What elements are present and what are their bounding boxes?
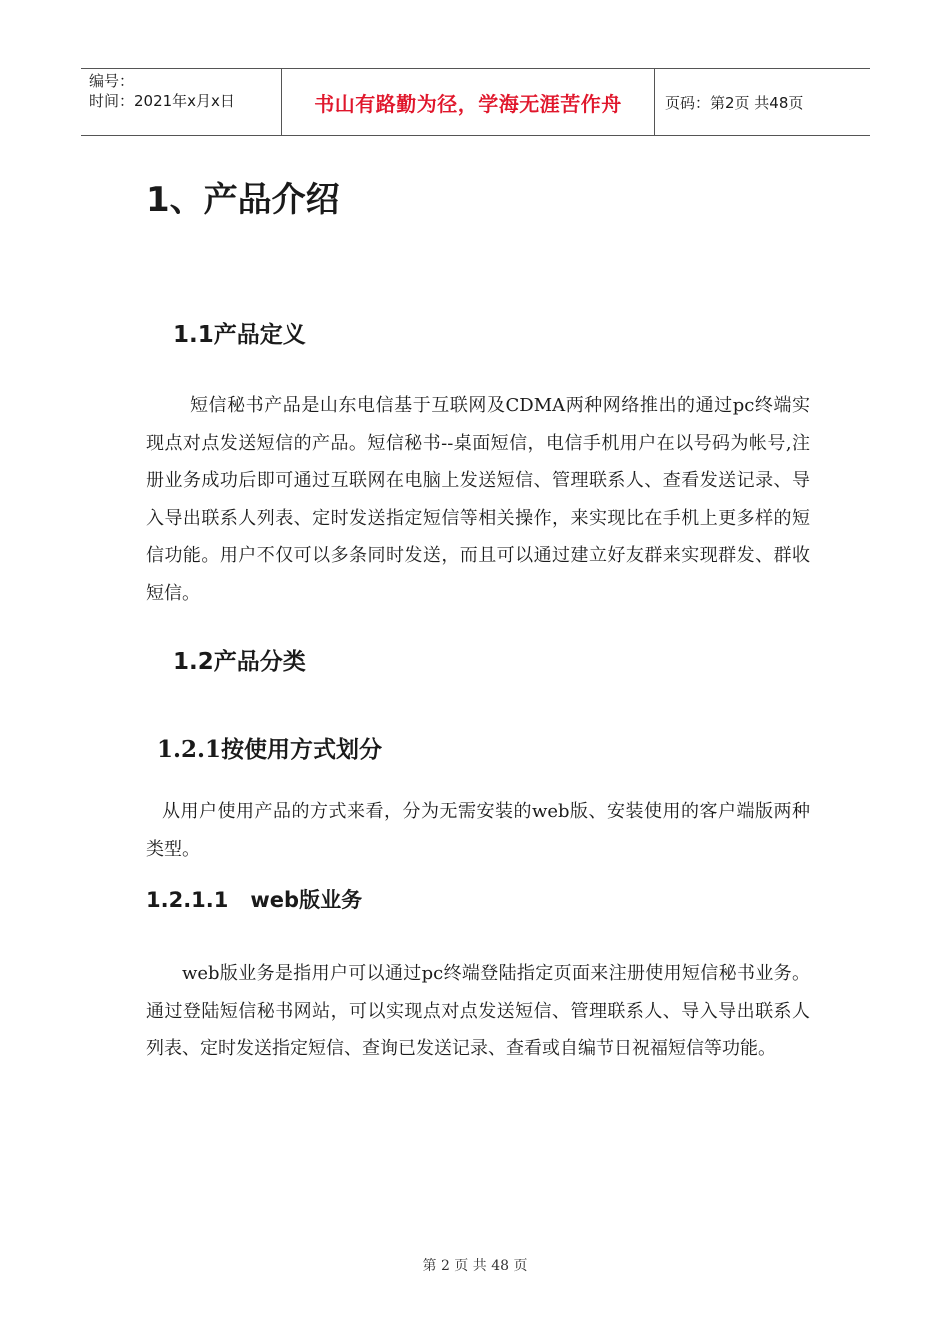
section-1-2-1-title: 1.2.1按使用方式划分 [157, 736, 383, 763]
header-page-info: 页码：第2页 共48页 [665, 93, 804, 112]
section-1-2-1-1-number: 1.2.1.1 [146, 888, 229, 912]
section-1-1-title: 1.1产品定义 [173, 322, 306, 348]
section-1-2-1-1-title [146, 884, 362, 914]
header-meta [81, 69, 282, 135]
header-page-info-cell [655, 69, 870, 135]
section-1-2-1-1-label: web版业务 [250, 888, 363, 912]
page-header [81, 68, 870, 136]
header-date: 时间：2021年x月x日 [89, 92, 235, 110]
section-1-1-paragraph: 短信秘书产品是山东电信基于互联网及CDMA两种网络推出的通过pc终端实现点对点发送短信的产品。短信秘书--桌面短信，电信手机用户在以号码为帐号,注册业务成功后即可通过互联网在电脑上发送短信、管理联系人、查看发送记录、导入导出联系人列表、定时发送指定短信等相关操作，来实现比在手机上更多样的短信功能。用户不仅可以多条同时发送，而且可以通过建立好友群来实现群发、群收短信。 [146, 395, 810, 604]
header-motto-cell [282, 69, 655, 135]
section-1-title: 1、产品介绍 [146, 180, 340, 220]
header-motto: 书山有路勤为径，学海无涯苦作舟 [314, 91, 622, 116]
section-1-2-1-1-paragraph: web版业务是指用户可以通过pc终端登陆指定页面来注册使用短信秘书业务。通过登陆短信秘书网站，可以实现点对点发送短信、管理联系人、导入导出联系人列表、定时发送指定短信、查询已发送记录、查看或自编节日祝福短信等功能。 [146, 963, 810, 1059]
header-number: 编号： [89, 72, 135, 90]
section-1-2-1-paragraph: 从用户使用产品的方式来看，分为无需安装的web版、安装使用的客户端版两种类型。 [146, 801, 810, 860]
page-footer: 第 2 页 共 48 页 [422, 1258, 528, 1274]
section-1-2-title: 1.2产品分类 [173, 649, 306, 675]
